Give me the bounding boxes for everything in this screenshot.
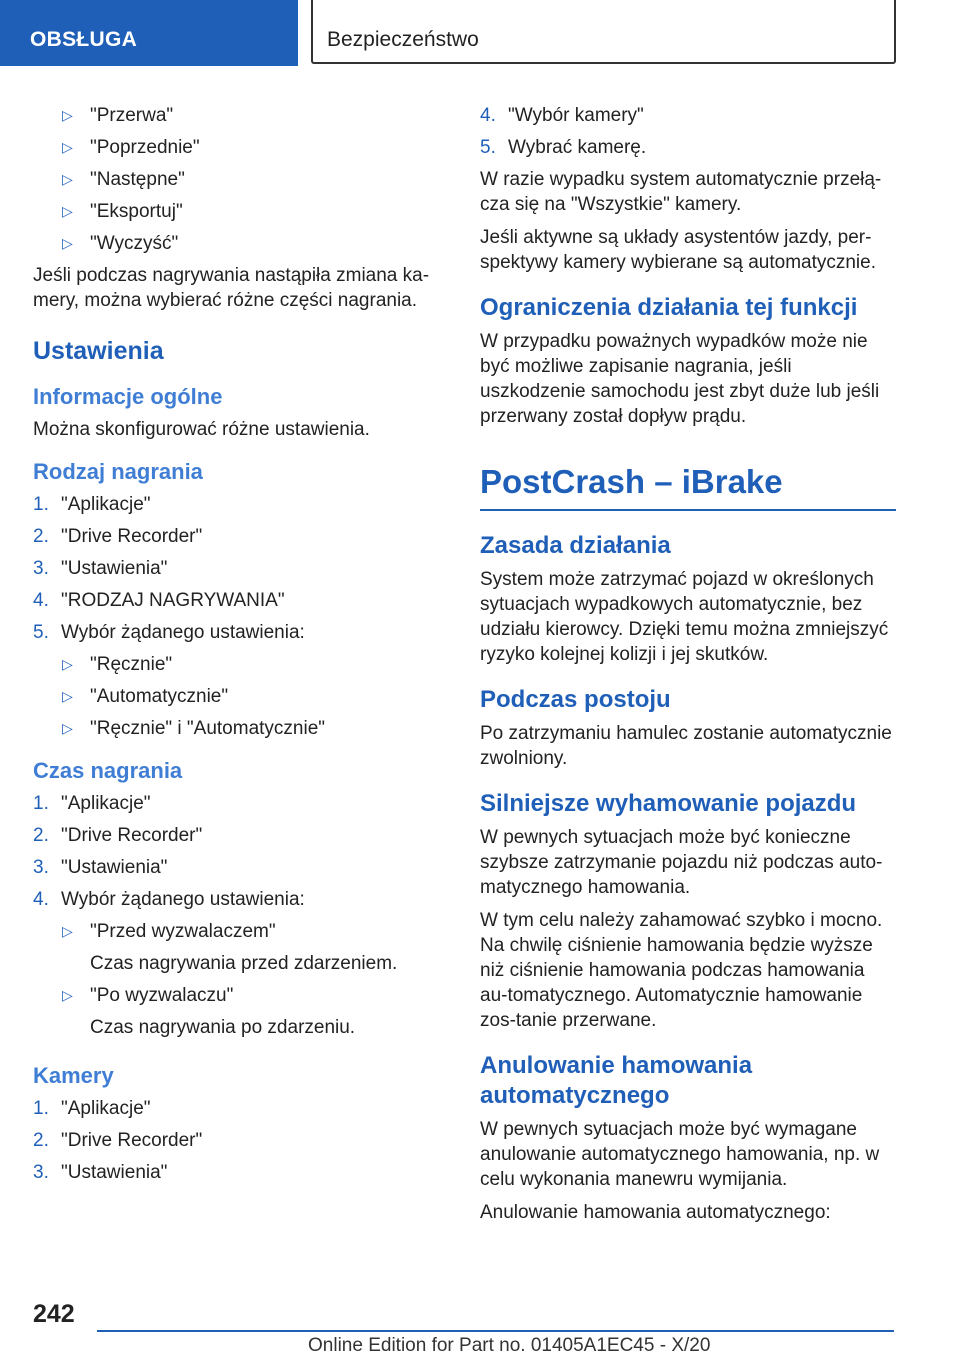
- step-item: 2. "Drive Recorder": [33, 1130, 203, 1151]
- step-item: 4. "Wybór kamery": [480, 105, 644, 126]
- option-item: ▷ "Ręcznie": [62, 654, 173, 675]
- step-item: 3. "Ustawienia": [33, 857, 168, 878]
- step-item: 2. "Drive Recorder": [33, 825, 203, 846]
- paragraph-standstill: Po zatrzymaniu hamulec zostanie automatycznie zwolniony.: [480, 723, 892, 769]
- option-note: Czas nagrywania przed zdarzeniem.: [90, 953, 398, 974]
- footer-edition: Online Edition for Part no. 01405A1EC45 - X/20: [308, 1335, 711, 1356]
- triangle-bullet-icon: ▷: [62, 107, 73, 123]
- heading-cancel-braking: Anulowanie hamowania automatycznego: [480, 1052, 753, 1109]
- step-item: 1. "Aplikacje": [33, 793, 151, 814]
- triangle-bullet-icon: ▷: [62, 688, 73, 704]
- triangle-bullet-icon: ▷: [62, 235, 73, 251]
- heading-postcrash: PostCrash – iBrake: [480, 461, 896, 511]
- right-column: [480, 103, 896, 1233]
- list-item: ▷ "Następne": [62, 169, 185, 190]
- heading-principle: Zasada działania: [480, 532, 671, 559]
- option-note: Czas nagrywania po zdarzeniu.: [90, 1017, 356, 1038]
- paragraph-accident: W razie wypadku system automatycznie przełą-cza się na "Wszystkie" kamery.: [480, 169, 882, 215]
- paragraph-limitations: W przypadku poważnych wypadków może nie być możliwe zapisanie nagrania, jeśli uszkodzenie samochodu jest zbyt duże lub jeśli przerwany został dopływ prądu.: [480, 331, 880, 427]
- paragraph-assistants: Jeśli aktywne są układy asystentów jazdy, per-spektywy kamery wybierane są automatycznie.: [480, 227, 876, 273]
- paragraph-principle: System może zatrzymać pojazd w określonych sytuacjach wypadkowych automatycznie, bez udziału kierowcy. Dzięki temu można zmniejszyć ryzyko kolejnej kolizji i jej skutków.: [480, 569, 889, 665]
- step-item: 1. "Aplikacje": [33, 1098, 151, 1119]
- option-item: ▷ "Automatycznie": [62, 686, 229, 707]
- step-item: 4. Wybór żądanego ustawienia:: [33, 889, 305, 910]
- step-item: 5. Wybór żądanego ustawienia:: [33, 622, 305, 643]
- section-tab: OBSŁUGA: [0, 0, 298, 66]
- heading-recording-time: Czas nagrania: [33, 758, 183, 783]
- step-item: 4. "RODZAJ NAGRYWANIA": [33, 590, 285, 611]
- paragraph-cancel-1: W pewnych sytuacjach może być wymagane anulowanie automatycznego hamowania, np. w celu wykonania manewru wymijania.: [480, 1119, 880, 1190]
- triangle-bullet-icon: ▷: [62, 656, 73, 672]
- paragraph-stronger-1: W pewnych sytuacjach może być konieczne szybsze zatrzymanie pojazdu niż podczas auto-matycznego hamowania.: [480, 827, 883, 898]
- triangle-bullet-icon: ▷: [62, 139, 73, 155]
- triangle-bullet-icon: ▷: [62, 720, 73, 736]
- step-item: 2. "Drive Recorder": [33, 526, 203, 547]
- step-item: 3. "Ustawienia": [33, 1162, 168, 1183]
- heading-cameras: Kamery: [33, 1063, 114, 1088]
- heading-recording-type: Rodzaj nagrania: [33, 459, 203, 484]
- intro-paragraph: Jeśli podczas nagrywania nastąpiła zmiana ka-mery, można wybierać różne części nagrania.: [33, 265, 430, 311]
- option-item: ▷ "Po wyzwalaczu": [62, 985, 234, 1006]
- step-item: 1. "Aplikacje": [33, 494, 151, 515]
- heading-standstill: Podczas postoju: [480, 686, 671, 713]
- heading-settings: Ustawienia: [33, 337, 164, 365]
- list-item: ▷ "Eksportuj": [62, 201, 183, 222]
- page-number: 242: [33, 1300, 75, 1328]
- paragraph-cancel-2: Anulowanie hamowania automatycznego:: [480, 1202, 831, 1223]
- heading-limitations: Ograniczenia działania tej funkcji: [480, 294, 858, 321]
- chapter-tab: Bezpieczeństwo: [311, 0, 896, 64]
- list-item: ▷ "Wyczyść": [62, 233, 179, 254]
- option-item: ▷ "Przed wyzwalaczem": [62, 921, 276, 942]
- triangle-bullet-icon: ▷: [62, 987, 73, 1003]
- heading-stronger-braking: Silniejsze wyhamowanie pojazdu: [480, 790, 857, 817]
- list-item: ▷ "Poprzednie": [62, 137, 200, 158]
- step-item: 3. "Ustawienia": [33, 558, 168, 579]
- option-item: ▷ "Ręcznie" i "Automatycznie": [62, 718, 326, 739]
- triangle-bullet-icon: ▷: [62, 203, 73, 219]
- paragraph-stronger-2: W tym celu należy zahamować szybko i mocno. Na chwilę ciśnienie hamowania będzie wyższe niż ciśnienie hamowania podczas hamowania au-tomatycznego. Automatycznie hamowanie zos-tanie przerwane.: [480, 910, 883, 1031]
- heading-general-info: Informacje ogólne: [33, 384, 223, 409]
- left-column: [33, 103, 433, 1192]
- general-paragraph: Można skonfigurować różne ustawienia.: [33, 419, 370, 440]
- step-item: 5. Wybrać kamerę.: [480, 137, 647, 158]
- footer-divider: [97, 1330, 894, 1332]
- triangle-bullet-icon: ▷: [62, 923, 73, 939]
- triangle-bullet-icon: ▷: [62, 171, 73, 187]
- list-item: ▷ "Przerwa": [62, 105, 174, 126]
